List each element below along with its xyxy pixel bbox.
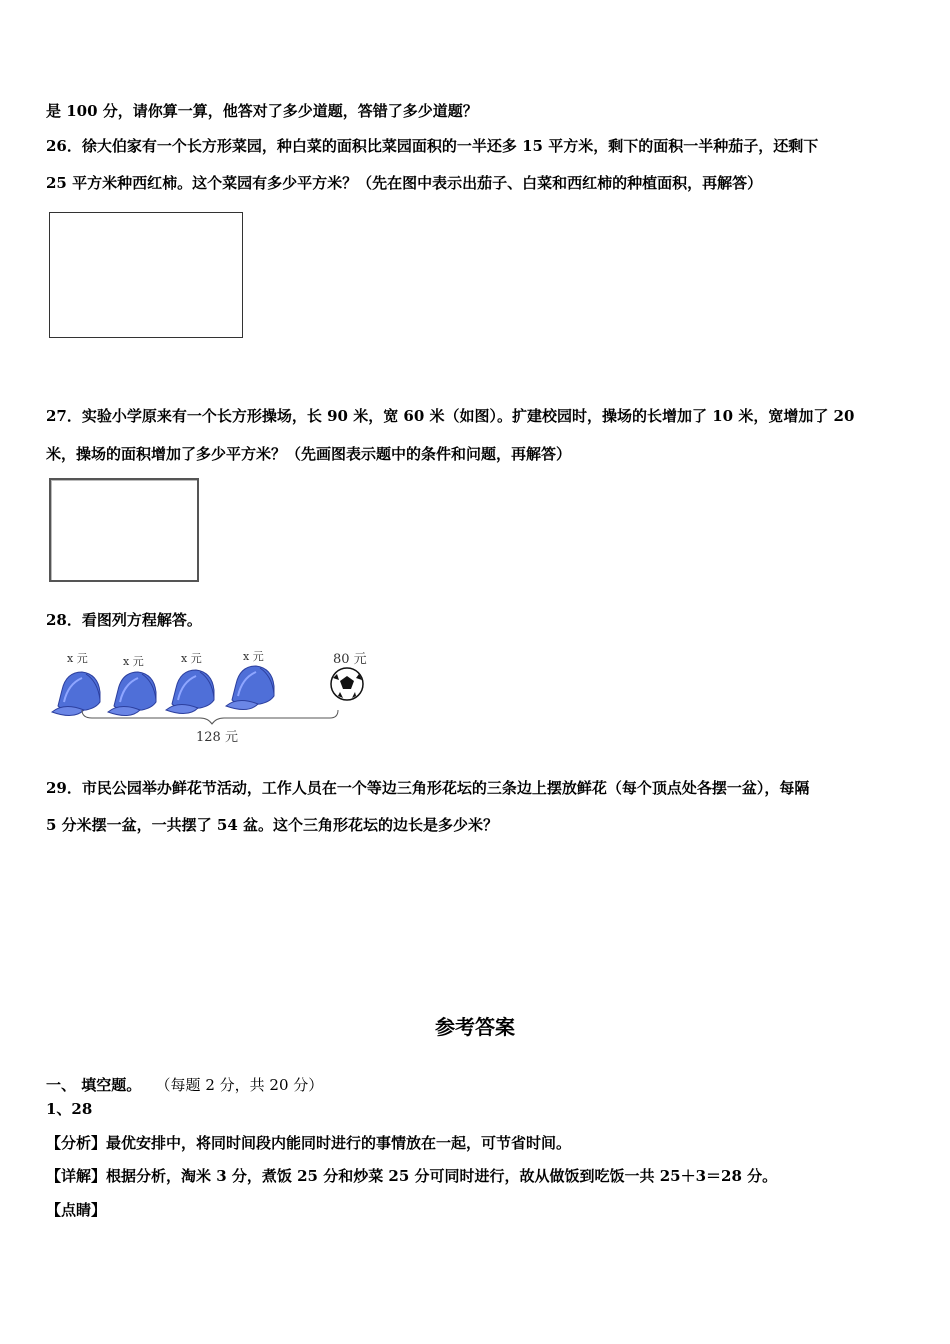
q26-line1: 26．徐大伯家有一个长方形菜园，种白菜的面积比菜园面积的一半还多 15 平方米，剩下的面积一半种茄子，还剩下: [46, 137, 819, 155]
answer-1-comment: 【点睛】: [46, 1201, 107, 1219]
section-head: 一、 填空题。: [46, 1076, 142, 1094]
cap-icon: [52, 672, 100, 716]
cap-icon: [108, 672, 156, 716]
ball-price-label: 80 元: [333, 652, 367, 667]
q28-figure: [50, 640, 380, 750]
cap-icon: [226, 666, 274, 710]
cap-icon: [166, 670, 214, 714]
answer-1: 1、28: [46, 1100, 93, 1118]
answer-1-analysis: 【分析】最优安排中，将同时间段内能同时进行的事情放在一起，可节省时间。: [46, 1134, 572, 1152]
answers-section-header: [46, 1074, 323, 1095]
q27-line1: 27．实验小学原来有一个长方形操场，长 90 米，宽 60 米（如图）。扩建校园时，操场的长增加了 10 米，宽增加了 20: [46, 407, 855, 425]
section-note: （每题 2 分，共 20 分）: [155, 1076, 324, 1094]
q25-tail: 是 100 分，请你算一算，他答对了多少道题，答错了多少道题？: [46, 102, 478, 120]
q28-line1: 28．看图列方程解答。: [46, 611, 202, 629]
answers-title: 参考答案: [435, 1015, 515, 1039]
answer-1-detail: 【详解】根据分析，淘米 3 分，煮饭 25 分和炒菜 25 分可同时进行，故从做饭到吃饭一共 25＋3＝28 分。: [46, 1167, 778, 1185]
q27-field-rectangle: [49, 478, 199, 582]
q26-line2: 25 平方米种西红柿。这个菜园有多少平方米？（先在图中表示出茄子、白菜和西红柿的种植面积，再解答）: [46, 174, 763, 192]
q29-line2: 5 分米摆一盆，一共摆了 54 盆。这个三角形花坛的边长是多少米？: [46, 816, 498, 834]
q27-line2: 米，操场的面积增加了多少平方米？（先画图表示题中的条件和问题，再解答）: [46, 445, 572, 463]
soccer-ball-icon: [331, 668, 363, 700]
q26-garden-rectangle: [49, 212, 243, 338]
cap-price-label: x 元: [243, 650, 264, 663]
cap-price-label: x 元: [67, 652, 88, 665]
cap-price-label: x 元: [181, 652, 202, 665]
cap-price-label: x 元: [123, 655, 144, 668]
q29-line1: 29．市民公园举办鲜花节活动，工作人员在一个等边三角形花坛的三条边上摆放鲜花（每个顶点处各摆一盆），每隔: [46, 779, 810, 797]
total-price-label: 128 元: [196, 730, 238, 745]
